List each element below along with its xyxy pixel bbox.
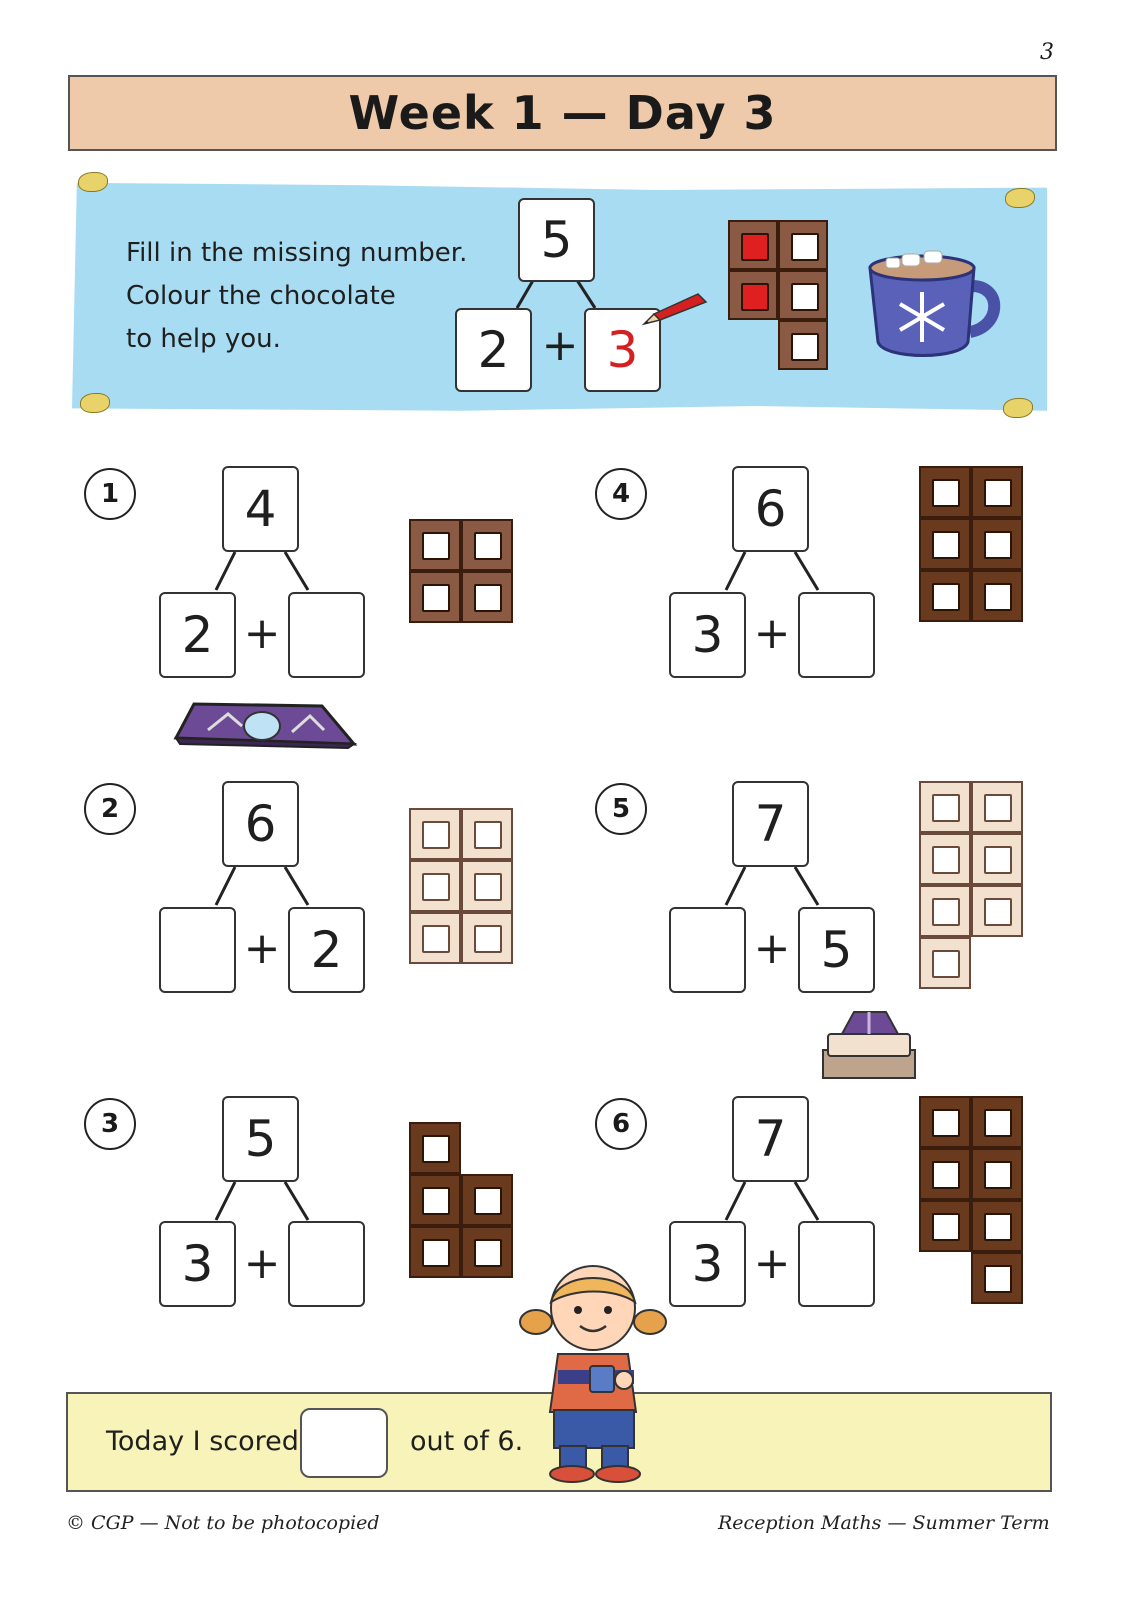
pin-icon	[78, 172, 108, 192]
footer-copyright: © CGP — Not to be photocopied	[66, 1512, 380, 1534]
example-total-box: 5	[518, 198, 595, 282]
pin-icon	[1003, 398, 1033, 418]
tree-lines	[700, 548, 840, 598]
total-box: 6	[222, 781, 299, 867]
title-text: Week 1 — Day 3	[348, 86, 777, 140]
left-box: 3	[159, 1221, 236, 1307]
question-number: 2	[84, 783, 136, 835]
answer-box[interactable]	[798, 592, 875, 678]
instruction-line: Fill in the missing number.	[126, 238, 468, 268]
girl-character-icon	[514, 1262, 674, 1484]
score-suffix: out of 6.	[410, 1426, 524, 1457]
plus-sign: +	[753, 923, 791, 974]
footer-book-title: Reception Maths — Summer Term	[718, 1512, 1050, 1534]
hot-chocolate-mug-icon	[862, 246, 1004, 366]
plus-sign: +	[541, 320, 579, 371]
opened-chocolate-icon	[820, 1008, 918, 1082]
pin-icon	[1005, 188, 1035, 208]
instruction-line: Colour the chocolate	[126, 281, 396, 311]
answer-box[interactable]	[288, 1221, 365, 1307]
answer-box[interactable]	[288, 592, 365, 678]
pencil-icon	[640, 292, 712, 332]
left-box: 3	[669, 592, 746, 678]
total-box: 6	[732, 466, 809, 552]
example-answer-box: 3	[584, 308, 661, 392]
right-box: 2	[288, 907, 365, 993]
tree-lines	[190, 863, 330, 913]
plus-sign: +	[753, 1238, 791, 1289]
page-title	[68, 75, 1057, 151]
tree-lines	[190, 548, 330, 598]
score-prefix: Today I scored	[106, 1426, 299, 1457]
example-left-box: 2	[455, 308, 532, 392]
score-input-box[interactable]	[300, 1408, 388, 1478]
question-number: 3	[84, 1098, 136, 1150]
total-box: 7	[732, 1096, 809, 1182]
answer-box[interactable]	[798, 1221, 875, 1307]
page-number: 3	[1040, 40, 1054, 65]
tree-lines	[700, 863, 840, 913]
total-box: 4	[222, 466, 299, 552]
total-box: 7	[732, 781, 809, 867]
left-box: 3	[669, 1221, 746, 1307]
question-number: 6	[595, 1098, 647, 1150]
example-instructions	[126, 232, 467, 361]
total-box: 5	[222, 1096, 299, 1182]
instruction-line: to help you.	[126, 324, 281, 354]
answer-box[interactable]	[669, 907, 746, 993]
left-box: 2	[159, 592, 236, 678]
plus-sign: +	[753, 608, 791, 659]
question-number: 1	[84, 468, 136, 520]
question-number: 4	[595, 468, 647, 520]
plus-sign: +	[243, 608, 281, 659]
answer-box[interactable]	[159, 907, 236, 993]
chocolate-wrapper-icon	[172, 700, 358, 750]
pin-icon	[80, 393, 110, 413]
plus-sign: +	[243, 1238, 281, 1289]
question-number: 5	[595, 783, 647, 835]
right-box: 5	[798, 907, 875, 993]
plus-sign: +	[243, 923, 281, 974]
